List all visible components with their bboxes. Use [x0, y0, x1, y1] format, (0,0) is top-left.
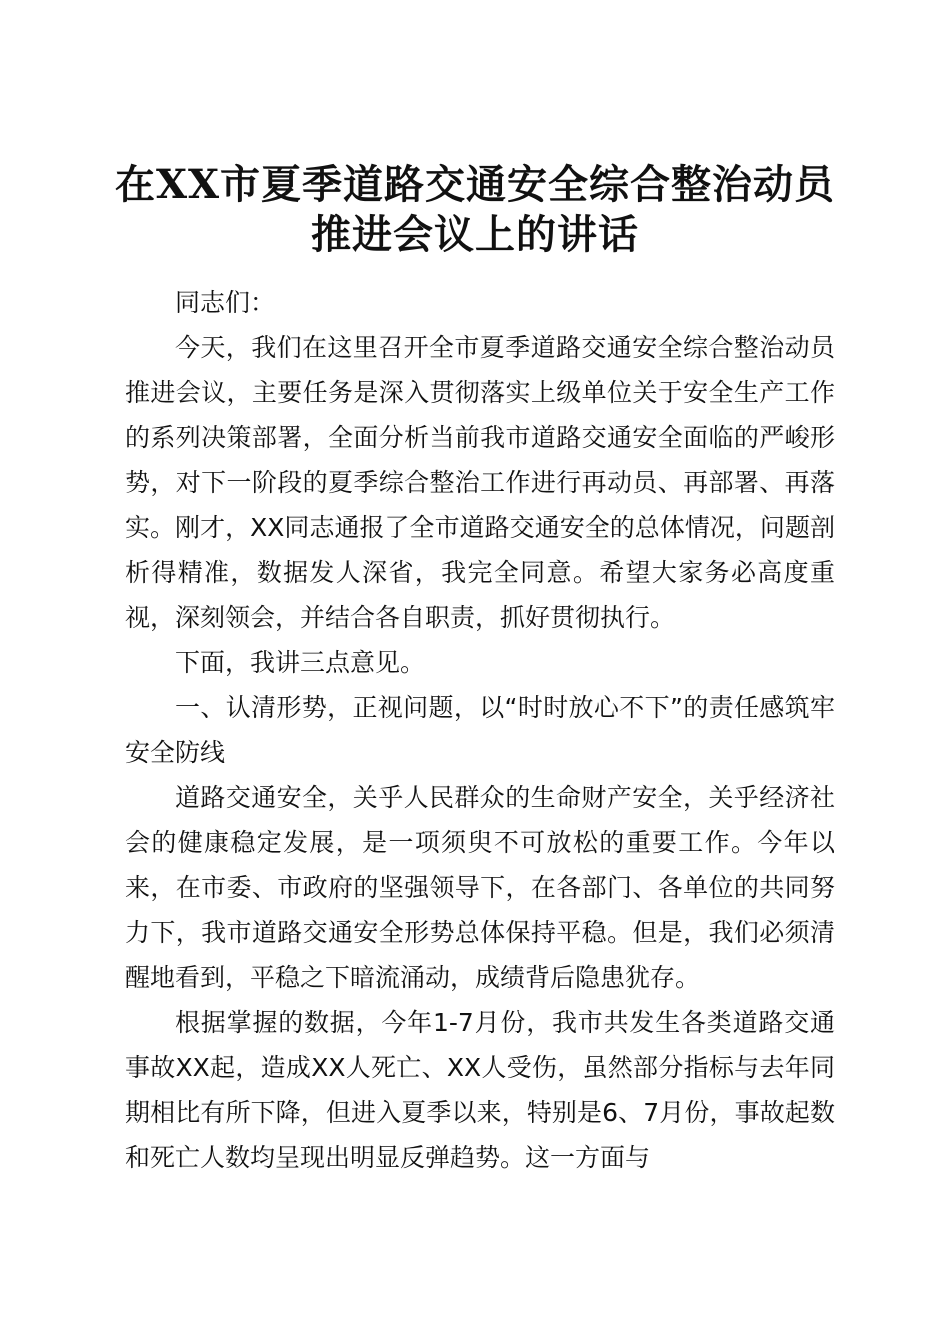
- document-title: 在XX市夏季道路交通安全综合整治动员推进会议上的讲话: [114, 161, 836, 258]
- paragraph-intro: 今天，我们在这里召开全市夏季道路交通安全综合整治动员推进会议，主要任务是深入贯彻落实上级单位关于安全生产工作的系列决策部署，全面分析当前我市道路交通安全面临的严峻形势，对下一阶段的夏季综合整治工作进行再动员、再部署、再落实。刚才，XX同志通报了全市道路交通安全的总体情况，问题剖析得精准，数据发人深省，我完全同意。希望大家务必高度重视，深刻领会，并结合各自职责，抓好贯彻执行。: [125, 333, 835, 632]
- paragraph-statistics: 根据掌握的数据，今年1-7月份，我市共发生各类道路交通事故XX起，造成XX人死亡、XX人受伤，虽然部分指标与去年同期相比有所下降，但进入夏季以来，特别是6、7月份，事故起数和死亡人数均呈现出明显反弹趋势。这一方面与: [125, 1008, 835, 1172]
- paragraph-situation: 道路交通安全，关乎人民群众的生命财产安全，关乎经济社会的健康稳定发展，是一项须臾不可放松的重要工作。今年以来，在市委、市政府的坚强领导下，在各部门、各单位的共同努力下，我市道路交通安全形势总体保持平稳。但是，我们必须清醒地看到，平稳之下暗流涌动，成绩背后隐患犹存。: [125, 783, 835, 992]
- section-heading-1: 一、认清形势，正视问题，以“时时放心不下”的责任感筑牢安全防线: [125, 693, 835, 767]
- paragraph-transition: 下面，我讲三点意见。: [175, 648, 426, 677]
- document-body: [125, 280, 835, 1180]
- salutation: 同志们：: [175, 288, 276, 317]
